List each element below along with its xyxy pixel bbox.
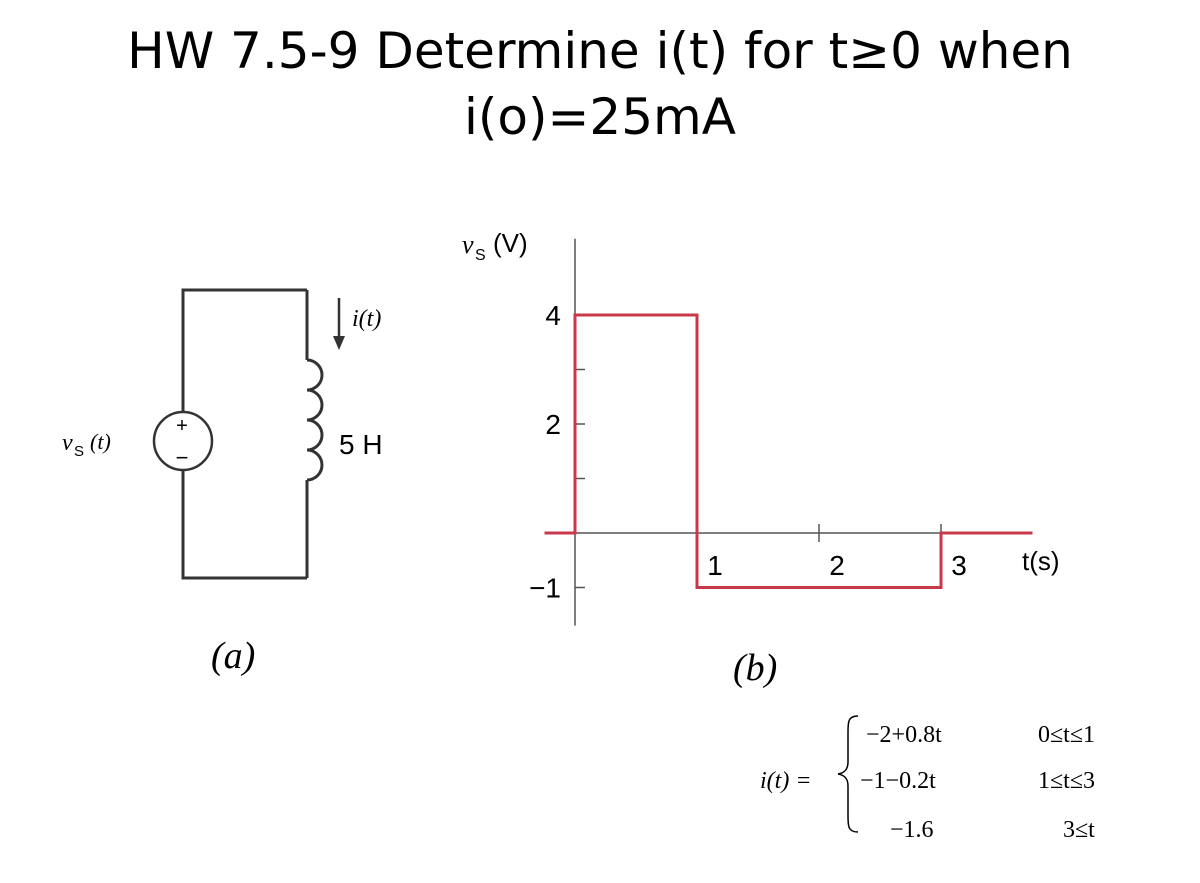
title-line-2: i(o)=25mA: [464, 88, 736, 146]
source-plus-sign: +: [176, 415, 188, 437]
chart-series: [545, 315, 1033, 588]
source-minus-sign: −: [175, 445, 189, 470]
source-label-var: v: [62, 430, 73, 456]
x-tick-label: 3: [951, 550, 967, 581]
voltage-series-line: [545, 315, 1033, 588]
solution-expr-2: −1−0.2t: [860, 768, 936, 794]
solution-expr-1: −2+0.8t: [866, 722, 942, 748]
chart-ticks: [575, 315, 941, 588]
source-label-sub: S: [74, 443, 85, 460]
x-tick-label: 2: [829, 550, 845, 581]
solution-cond-3: 3≤t: [1063, 817, 1095, 843]
solution-expr-3: −1.6: [890, 817, 934, 843]
title-line-1: HW 7.5-9 Determine i(t) for t≥0 when: [127, 22, 1073, 80]
solution-cond-2: 1≤t≤3: [1038, 768, 1096, 794]
x-axis-label: t(s): [1022, 546, 1060, 576]
y-tick-label: 2: [545, 409, 561, 440]
y-axis-label-unit: (V): [493, 228, 528, 258]
current-label: i(t): [352, 306, 382, 332]
chart-caption: (b): [733, 647, 778, 689]
source-label-arg: (t): [90, 429, 111, 454]
y-axis-label-sub: S: [475, 247, 486, 264]
circuit-caption: (a): [211, 635, 256, 677]
chart-labels: [529, 300, 967, 604]
y-axis-label-var: v: [462, 230, 474, 259]
y-tick-label: −1: [529, 572, 561, 604]
y-tick-label: 4: [545, 300, 561, 331]
x-tick-label: 1: [707, 550, 723, 581]
inductor-label: 5 H: [339, 429, 383, 460]
solution-lhs: i(t) =: [760, 768, 812, 794]
solution-cond-1: 0≤t≤1: [1038, 722, 1096, 748]
